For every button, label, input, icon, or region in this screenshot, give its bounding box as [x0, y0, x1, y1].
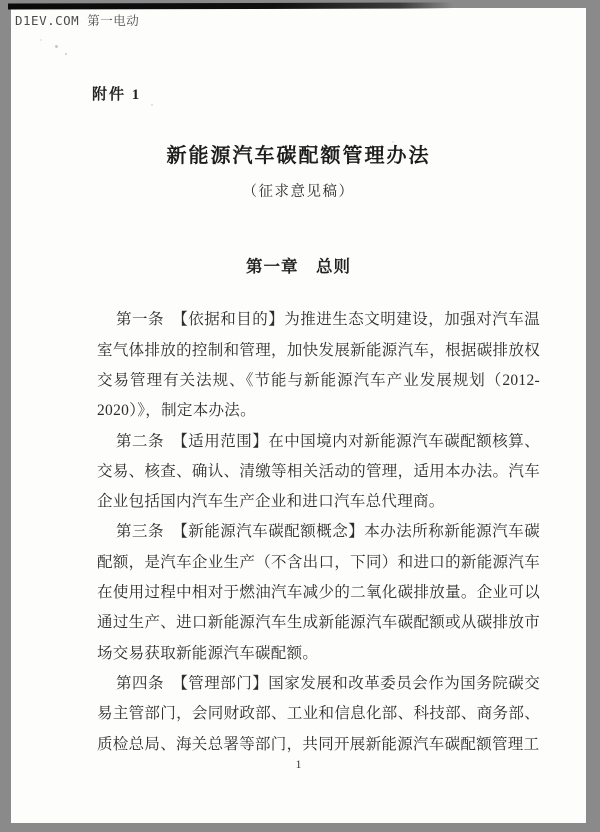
document-page — [11, 8, 586, 823]
paragraph-article-1: 第一条 【依据和目的】为推进生态文明建设，加强对汽车温室气体排放的控制和管理，加快发展新能源汽车，根据碳排放权交易管理有关法规、《节能与新能源汽车产业发展规划（2012-2020）》，制定本办法。 — [97, 311, 540, 420]
document-subtitle: （征求意见稿） — [242, 184, 355, 201]
document-body — [97, 305, 540, 759]
paragraph-article-4: 第四条 【管理部门】国家发展和改革委员会作为国务院碳交易主管部门，会同财政部、工业和信息化部、科技部、商务部、质检总局、海关总署等部门，共同开展新能源汽车碳配额管理工 — [97, 674, 540, 753]
scan-noise-speck — [392, 141, 394, 143]
scan-artifact-line — [8, 3, 453, 10]
chapter-heading: 第一章 总则 — [246, 257, 351, 277]
page-number: 1 — [295, 757, 302, 771]
paragraph-article-3: 第三条 【新能源汽车碳配额概念】本办法所称新能源汽车碳配额，是汽车企业生产（不含出口，下同）和进口的新能源汽车在使用过程中相对于燃油汽车减少的二氧化碳排放量。企业可以通过生产、进口新能源汽车生成新能源汽车碳配额或从碳排放市场交易获取新能源汽车碳配额。 — [97, 523, 540, 662]
attachment-label: 附件 1 — [92, 87, 142, 103]
scan-noise-speck — [151, 104, 153, 106]
document-title: 新能源汽车碳配额管理办法 — [166, 145, 431, 167]
watermark-text: D1EV.COM 第一电动 — [15, 13, 140, 28]
scan-noise-speck — [40, 39, 42, 41]
scan-noise-speck — [65, 53, 67, 55]
scan-noise-speck — [55, 45, 58, 48]
paragraph-article-2: 第二条 【适用范围】在中国境内对新能源汽车碳配额核算、交易、核查、确认、清缴等相关活动的管理，适用本办法。汽车企业包括国内汽车生产企业和进口汽车总代理商。 — [97, 432, 540, 511]
